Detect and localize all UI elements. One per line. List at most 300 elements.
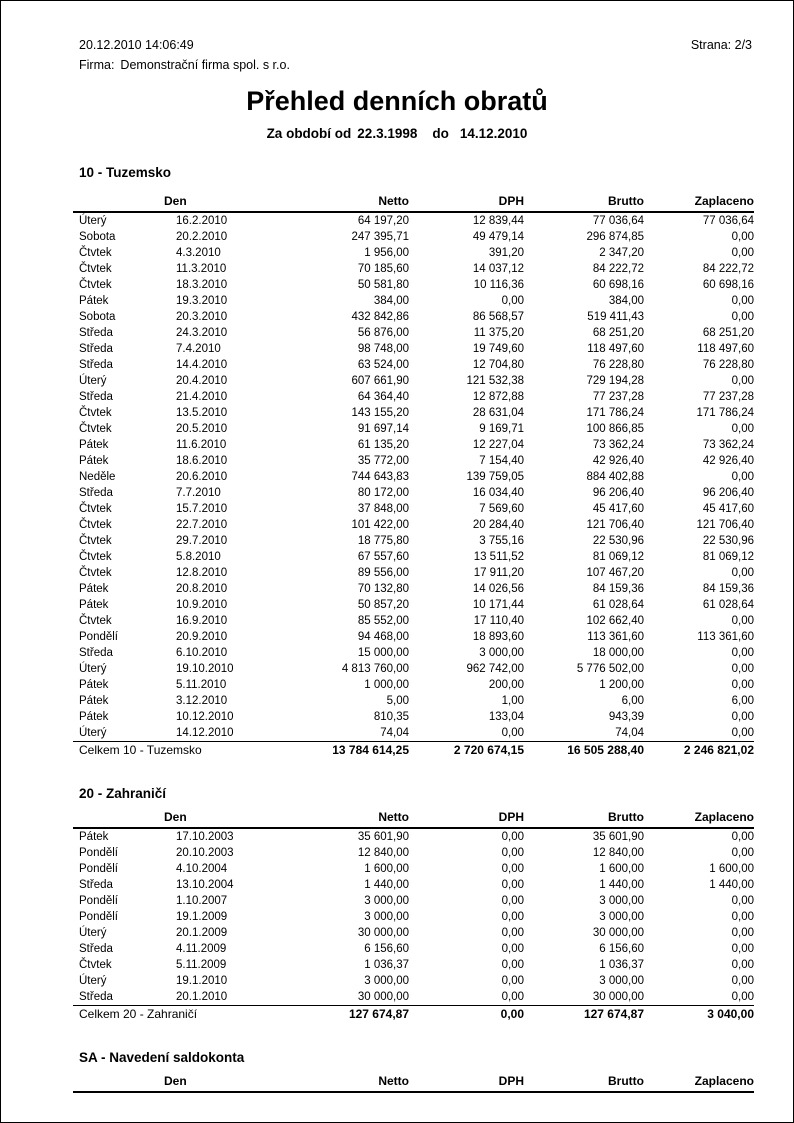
cell-amount: 0,00 — [731, 959, 754, 971]
cell-amount: 67 557,60 — [357, 551, 409, 563]
page-number: Strana: 2/3 — [690, 38, 752, 52]
cell-amount: 20 284,40 — [472, 519, 524, 531]
period-prefix: Za období od — [266, 126, 352, 141]
cell-amount: 884 402,88 — [586, 471, 644, 483]
cell-amount: 22 530,96 — [592, 535, 644, 547]
table-row — [73, 845, 754, 861]
cell-amount: 35 601,90 — [592, 831, 644, 843]
cell-amount: 0,00 — [501, 895, 524, 907]
cell-amount: 0,00 — [731, 991, 754, 1003]
cell-date: 20.5.2010 — [176, 423, 228, 435]
table-header-row — [73, 810, 754, 825]
cell-amount: 37 848,00 — [357, 503, 409, 515]
section-10-tuzemsko — [73, 165, 754, 759]
cell-amount: 607 661,90 — [351, 375, 409, 387]
cell-amount: 50 581,80 — [357, 279, 409, 291]
table-row — [73, 925, 754, 941]
cell-date: 16.9.2010 — [176, 615, 228, 627]
cell-amount: 432 842,86 — [351, 311, 409, 323]
cell-amount: 0,00 — [731, 711, 754, 723]
cell-amount: 121 706,40 — [696, 519, 754, 531]
cell-date: 4.3.2010 — [176, 247, 221, 259]
cell-amount: 0,00 — [731, 295, 754, 307]
total-amount: 13 784 614,25 — [332, 743, 409, 757]
table-row — [73, 421, 754, 437]
table-row — [73, 373, 754, 389]
cell-amount: 0,00 — [501, 943, 524, 955]
cell-amount: 64 197,20 — [357, 215, 409, 227]
cell-amount: 17 110,40 — [473, 615, 524, 627]
cell-amount: 81 069,12 — [592, 551, 644, 563]
cell-amount: 61 028,64 — [592, 599, 644, 611]
column-header-netto: Netto — [378, 194, 409, 208]
cell-date: 29.7.2010 — [176, 535, 228, 547]
cell-amount: 18 000,00 — [592, 647, 644, 659]
report-datetime: 20.12.2010 14:06:49 — [79, 38, 194, 52]
table-row — [73, 613, 754, 629]
cell-date: 19.3.2010 — [176, 295, 228, 307]
cell-amount: 118 497,60 — [587, 343, 644, 355]
cell-amount: 2 347,20 — [599, 247, 644, 259]
cell-amount: 9 169,71 — [479, 423, 524, 435]
cell-amount: 12 840,00 — [357, 847, 409, 859]
column-header-netto: Netto — [378, 1074, 409, 1088]
cell-amount: 1 956,00 — [364, 247, 409, 259]
table-row — [73, 693, 754, 709]
cell-amount: 7 569,60 — [479, 503, 524, 515]
table-row — [73, 341, 754, 357]
cell-amount: 0,00 — [731, 471, 754, 483]
cell-amount: 0,00 — [501, 959, 524, 971]
cell-amount: 61 028,64 — [702, 599, 754, 611]
table-row — [73, 405, 754, 421]
table-row — [73, 437, 754, 453]
cell-amount: 0,00 — [731, 911, 754, 923]
cell-amount: 113 361,60 — [587, 631, 644, 643]
cell-amount: 0,00 — [731, 567, 754, 579]
table-row — [73, 861, 754, 877]
cell-amount: 3 000,00 — [599, 895, 644, 907]
cell-amount: 28 631,04 — [472, 407, 524, 419]
cell-amount: 0,00 — [731, 831, 754, 843]
cell-amount: 68 251,20 — [702, 327, 754, 339]
cell-amount: 91 697,14 — [357, 423, 409, 435]
cell-date: 22.7.2010 — [176, 519, 228, 531]
cell-amount: 0,00 — [731, 663, 754, 675]
column-header-netto: Netto — [378, 810, 409, 824]
total-amount: 2 720 674,15 — [453, 743, 524, 757]
cell-date: 10.12.2010 — [176, 711, 234, 723]
cell-amount: 60 698,16 — [702, 279, 754, 291]
cell-amount: 30 000,00 — [592, 991, 644, 1003]
cell-date: 13.10.2004 — [176, 879, 234, 891]
cell-amount: 113 361,60 — [697, 631, 754, 643]
cell-amount: 1 036,37 — [364, 959, 409, 971]
header-left — [79, 38, 290, 73]
cell-amount: 18 893,60 — [472, 631, 524, 643]
cell-amount: 100 866,85 — [586, 423, 644, 435]
cell-amount: 84 159,36 — [592, 583, 644, 595]
cell-amount: 12 839,44 — [472, 215, 524, 227]
table-row — [73, 645, 754, 661]
cell-day: Čtvtek — [79, 519, 112, 531]
cell-amount: 10 116,36 — [473, 279, 524, 291]
cell-amount: 4 813 760,00 — [341, 663, 409, 675]
cell-amount: 0,00 — [501, 727, 524, 739]
cell-amount: 121 706,40 — [586, 519, 644, 531]
section-heading: 20 - Zahraničí — [79, 786, 167, 801]
cell-day: Středa — [79, 879, 113, 891]
cell-day: Středa — [79, 991, 113, 1003]
table-row — [73, 829, 754, 845]
column-header-den: Den — [164, 810, 187, 824]
cell-date: 20.6.2010 — [176, 471, 228, 483]
cell-amount: 96 206,40 — [592, 487, 644, 499]
cell-amount: 12 840,00 — [592, 847, 644, 859]
cell-date: 14.12.2010 — [176, 727, 234, 739]
cell-amount: 0,00 — [731, 247, 754, 259]
cell-amount: 118 497,60 — [697, 343, 754, 355]
report-title: Přehled denních obratů — [246, 86, 548, 116]
cell-amount: 0,00 — [731, 311, 754, 323]
cell-date: 19.1.2010 — [176, 975, 228, 987]
table-row — [73, 357, 754, 373]
cell-amount: 247 395,71 — [351, 231, 409, 243]
cell-amount: 1 600,00 — [709, 863, 754, 875]
period-do-label: do — [432, 126, 449, 141]
cell-amount: 16 034,40 — [472, 487, 524, 499]
column-header-brutto: Brutto — [608, 810, 644, 824]
cell-day: Úterý — [79, 975, 107, 987]
cell-day: Čtvtek — [79, 535, 112, 547]
cell-amount: 63 524,00 — [357, 359, 409, 371]
cell-day: Sobota — [79, 311, 116, 323]
cell-amount: 384,00 — [608, 295, 644, 307]
cell-amount: 70 185,60 — [357, 263, 409, 275]
cell-amount: 1 000,00 — [364, 679, 409, 691]
cell-amount: 42 926,40 — [702, 455, 754, 467]
cell-amount: 171 786,24 — [586, 407, 644, 419]
section-heading: SA - Navedení saldokonta — [79, 1050, 245, 1065]
cell-amount: 391,20 — [488, 247, 524, 259]
cell-day: Středa — [79, 943, 113, 955]
cell-date: 17.10.2003 — [176, 831, 234, 843]
cell-date: 1.10.2007 — [176, 895, 228, 907]
cell-amount: 6 156,60 — [599, 943, 644, 955]
table-row — [73, 309, 754, 325]
cell-amount: 744 643,83 — [351, 471, 409, 483]
cell-amount: 943,39 — [608, 711, 644, 723]
cell-amount: 0,00 — [731, 375, 754, 387]
cell-amount: 133,04 — [488, 711, 524, 723]
cell-amount: 0,00 — [731, 423, 754, 435]
cell-amount: 94 468,00 — [357, 631, 409, 643]
total-label: Celkem 10 - Tuzemsko — [79, 743, 202, 757]
table-row — [73, 229, 754, 245]
cell-amount: 18 775,80 — [357, 535, 409, 547]
total-amount: 127 674,87 — [348, 1007, 409, 1021]
cell-amount: 5 776 502,00 — [576, 663, 644, 675]
cell-amount: 98 748,00 — [357, 343, 409, 355]
table-row — [73, 941, 754, 957]
cell-day: Pondělí — [79, 895, 119, 907]
column-header-zaplaceno: Zaplaceno — [694, 1074, 754, 1088]
cell-amount: 86 568,57 — [472, 311, 524, 323]
cell-amount: 60 698,16 — [592, 279, 644, 291]
cell-date: 11.3.2010 — [176, 263, 227, 275]
cell-date: 20.8.2010 — [176, 583, 228, 595]
period-to-date: 14.12.2010 — [459, 126, 528, 141]
table-row — [73, 957, 754, 973]
table-row — [73, 325, 754, 341]
cell-amount: 74,04 — [380, 727, 409, 739]
cell-amount: 1,00 — [501, 695, 524, 707]
column-header-zaplaceno: Zaplaceno — [694, 194, 754, 208]
cell-amount: 70 132,80 — [357, 583, 409, 595]
section-heading: 10 - Tuzemsko — [79, 165, 172, 180]
table-row — [73, 261, 754, 277]
cell-amount: 3 000,00 — [479, 647, 524, 659]
cell-amount: 45 417,60 — [592, 503, 644, 515]
table-row — [73, 909, 754, 925]
cell-day: Sobota — [79, 231, 116, 243]
cell-date: 10.9.2010 — [176, 599, 228, 611]
cell-amount: 77 237,28 — [592, 391, 644, 403]
cell-date: 12.8.2010 — [176, 567, 228, 579]
cell-day: Pátek — [79, 679, 109, 691]
column-header-brutto: Brutto — [608, 194, 644, 208]
cell-amount: 85 552,00 — [357, 615, 409, 627]
cell-date: 4.10.2004 — [176, 863, 228, 875]
column-header-dph: DPH — [498, 194, 524, 208]
cell-day: Pondělí — [79, 847, 119, 859]
table-row — [73, 565, 754, 581]
cell-day: Středa — [79, 487, 113, 499]
table-row — [73, 973, 754, 989]
cell-amount: 0,00 — [501, 991, 524, 1003]
cell-amount: 14 026,56 — [472, 583, 524, 595]
cell-date: 20.10.2003 — [176, 847, 234, 859]
cell-amount: 35 601,90 — [357, 831, 409, 843]
total-amount: 0,00 — [500, 1007, 524, 1021]
table-row — [73, 293, 754, 309]
table-row — [73, 877, 754, 893]
cell-amount: 519 411,43 — [587, 311, 644, 323]
cell-amount: 5,00 — [386, 695, 409, 707]
cell-amount: 1 036,37 — [599, 959, 644, 971]
cell-amount: 0,00 — [501, 863, 524, 875]
cell-day: Čtvtek — [79, 263, 112, 275]
cell-date: 19.1.2009 — [176, 911, 228, 923]
cell-amount: 3 000,00 — [364, 895, 409, 907]
cell-amount: 0,00 — [731, 615, 754, 627]
cell-amount: 810,35 — [373, 711, 409, 723]
column-header-dph: DPH — [498, 1074, 524, 1088]
cell-day: Pondělí — [79, 863, 119, 875]
cell-amount: 68 251,20 — [592, 327, 644, 339]
cell-date: 15.7.2010 — [176, 503, 228, 515]
table-row — [73, 893, 754, 909]
cell-amount: 0,00 — [731, 647, 754, 659]
cell-amount: 0,00 — [731, 943, 754, 955]
table-row — [73, 677, 754, 693]
cell-amount: 3 000,00 — [364, 911, 409, 923]
cell-day: Úterý — [79, 727, 107, 739]
cell-date: 24.3.2010 — [176, 327, 228, 339]
cell-amount: 200,00 — [488, 679, 524, 691]
cell-day: Pátek — [79, 439, 109, 451]
cell-date: 3.12.2010 — [176, 695, 228, 707]
company-label: Firma: — [79, 58, 115, 72]
cell-amount: 73 362,24 — [702, 439, 754, 451]
cell-amount: 0,00 — [731, 927, 754, 939]
column-header-brutto: Brutto — [608, 1074, 644, 1088]
cell-day: Pátek — [79, 455, 109, 467]
cell-date: 20.3.2010 — [176, 311, 228, 323]
cell-day: Úterý — [79, 375, 107, 387]
cell-amount: 101 422,00 — [351, 519, 409, 531]
table-row — [73, 989, 754, 1005]
cell-amount: 45 417,60 — [702, 503, 754, 515]
cell-amount: 81 069,12 — [702, 551, 754, 563]
cell-day: Pátek — [79, 711, 109, 723]
total-row — [73, 1006, 754, 1023]
cell-amount: 64 364,40 — [357, 391, 409, 403]
report-period — [1, 126, 793, 142]
company-line — [79, 58, 290, 73]
cell-day: Neděle — [79, 471, 116, 483]
cell-amount: 0,00 — [731, 895, 754, 907]
cell-amount: 0,00 — [731, 679, 754, 691]
cell-amount: 30 000,00 — [357, 927, 409, 939]
cell-day: Pátek — [79, 831, 109, 843]
column-header-dph: DPH — [498, 810, 524, 824]
table-row — [73, 661, 754, 677]
cell-amount: 7 154,40 — [479, 455, 524, 467]
total-row — [73, 742, 754, 759]
cell-date: 21.4.2010 — [176, 391, 228, 403]
cell-date: 18.3.2010 — [176, 279, 228, 291]
cell-amount: 1 440,00 — [599, 879, 644, 891]
cell-day: Pátek — [79, 599, 109, 611]
cell-day: Úterý — [79, 663, 107, 675]
cell-amount: 0,00 — [731, 727, 754, 739]
cell-date: 18.6.2010 — [176, 455, 228, 467]
cell-amount: 56 876,00 — [357, 327, 409, 339]
cell-date: 5.8.2010 — [176, 551, 221, 563]
cell-amount: 3 000,00 — [364, 975, 409, 987]
cell-amount: 0,00 — [731, 975, 754, 987]
cell-date: 7.7.2010 — [176, 487, 221, 499]
cell-day: Čtvtek — [79, 615, 112, 627]
company-name: Demonstrační firma spol. s r.o. — [120, 58, 290, 72]
cell-amount: 77 237,28 — [702, 391, 754, 403]
cell-day: Pátek — [79, 295, 109, 307]
table-row — [73, 629, 754, 645]
cell-date: 20.4.2010 — [176, 375, 228, 387]
cell-date: 5.11.2009 — [176, 959, 227, 971]
cell-amount: 296 874,85 — [586, 231, 644, 243]
cell-day: Středa — [79, 647, 113, 659]
column-header-zaplaceno: Zaplaceno — [694, 810, 754, 824]
cell-amount: 10 171,44 — [472, 599, 524, 611]
cell-amount: 73 362,24 — [592, 439, 644, 451]
cell-amount: 61 135,20 — [357, 439, 409, 451]
table-row — [73, 725, 754, 741]
cell-amount: 14 037,12 — [472, 263, 524, 275]
cell-amount: 0,00 — [731, 231, 754, 243]
cell-date: 7.4.2010 — [176, 343, 221, 355]
cell-date: 5.11.2010 — [176, 679, 227, 691]
cell-amount: 12 872,88 — [472, 391, 524, 403]
cell-amount: 0,00 — [501, 975, 524, 987]
cell-amount: 84 222,72 — [592, 263, 644, 275]
cell-day: Čtvtek — [79, 959, 112, 971]
column-header-den: Den — [164, 1074, 187, 1088]
cell-amount: 0,00 — [501, 831, 524, 843]
table-row — [73, 485, 754, 501]
period-from-date: 22.3.1998 — [357, 126, 418, 141]
cell-amount: 3 000,00 — [599, 911, 644, 923]
table-row — [73, 709, 754, 725]
table-row — [73, 517, 754, 533]
cell-day: Čtvtek — [79, 423, 112, 435]
table-row — [73, 501, 754, 517]
cell-amount: 6 156,60 — [364, 943, 409, 955]
cell-amount: 84 159,36 — [702, 583, 754, 595]
table-row — [73, 453, 754, 469]
cell-amount: 84 222,72 — [702, 263, 754, 275]
table-row — [73, 469, 754, 485]
cell-day: Pátek — [79, 583, 109, 595]
table-header-row — [73, 194, 754, 209]
table-row — [73, 581, 754, 597]
cell-amount: 30 000,00 — [592, 927, 644, 939]
cell-date: 6.10.2010 — [176, 647, 228, 659]
table-header-row — [73, 1074, 754, 1089]
cell-day: Úterý — [79, 927, 107, 939]
table-row — [73, 533, 754, 549]
cell-amount: 384,00 — [373, 295, 409, 307]
cell-amount: 74,04 — [615, 727, 644, 739]
cell-day: Čtvtek — [79, 503, 112, 515]
cell-amount: 1 600,00 — [364, 863, 409, 875]
cell-amount: 107 467,20 — [586, 567, 644, 579]
cell-amount: 171 786,24 — [696, 407, 754, 419]
cell-day: Středa — [79, 327, 113, 339]
cell-amount: 77 036,64 — [702, 215, 754, 227]
cell-amount: 89 556,00 — [357, 567, 409, 579]
cell-day: Pátek — [79, 695, 109, 707]
cell-amount: 121 532,38 — [466, 375, 524, 387]
cell-day: Úterý — [79, 215, 107, 227]
cell-amount: 12 227,04 — [472, 439, 524, 451]
cell-date: 20.2.2010 — [176, 231, 228, 243]
cell-amount: 96 206,40 — [702, 487, 754, 499]
cell-amount: 1 600,00 — [599, 863, 644, 875]
cell-amount: 0,00 — [501, 847, 524, 859]
cell-day: Čtvtek — [79, 567, 112, 579]
cell-amount: 76 228,80 — [702, 359, 754, 371]
cell-amount: 0,00 — [501, 879, 524, 891]
cell-amount: 77 036,64 — [592, 215, 644, 227]
total-amount: 127 674,87 — [583, 1007, 644, 1021]
cell-date: 20.1.2009 — [176, 927, 228, 939]
cell-amount: 0,00 — [501, 927, 524, 939]
cell-amount: 19 749,60 — [472, 343, 524, 355]
cell-amount: 1 440,00 — [364, 879, 409, 891]
cell-amount: 962 742,00 — [466, 663, 524, 675]
